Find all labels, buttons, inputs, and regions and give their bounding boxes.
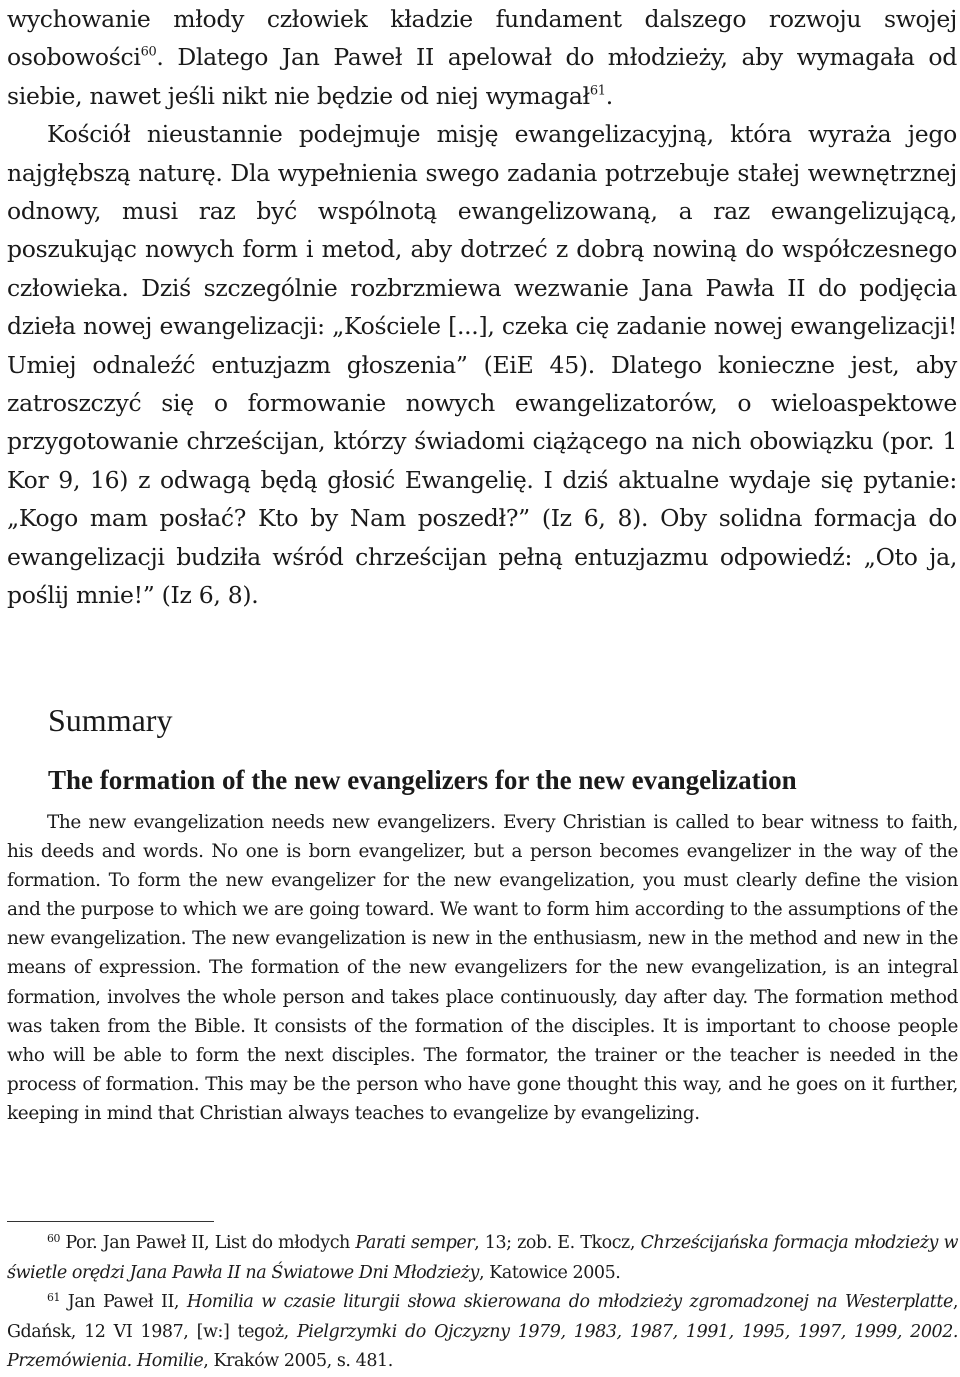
paragraph-2-text: Kościół nieustannie podejmuje misję ewangelizacyjną, która wyraża jego najgłębszą naturę. Dla wypełnienia swego zadania potrzebuje stałej wewnętrznej odnowy, musi raz być wspólnotą ewangelizowaną, a raz ewangelizującą, poszukując nowych form i metod, aby dotrzeć z dobrą nowiną do współczesnego człowieka. Dziś szczególnie rozbrzmiewa wezwanie Jana Pawła II do podjęcia dzieła nowej ewangelizacji: „Kościele [...], czeka cię zadanie nowej ewangelizacji! Umiej odnaleźć entuzjazm głoszenia” (EiE 45). Dlatego konieczne jest, aby zatroszczyć się o formowanie nowych ewangelizatorów, o wieloaspektowe przygotowanie chrześcijan, którzy świadomi ciążącego na nich obowiązku (por. 1 Kor 9, 16) z odwagą będą głosić Ewangelię. I dziś aktualne wydaje się pytanie: „Kogo mam posłać? Kto by Nam poszedł?” (Iz 6, 8). Oby solidna formacja do ewangelizacji budziła wśród chrześcijan pełną entuzjazmu odpowiedź: „Oto ja, poślij mnie!” (Iz 6, 8). [7, 120, 957, 610]
footnote-title-italic: Pielgrzymki do Ojczyzny 1979, 1983, 1987, 1991, 1995, 1997, 1999, 2002. Przemówienia. Homilie [7, 1321, 959, 1371]
paragraph-1-text-b: . Dlatego Jan Paweł II apelował do młodzieży, aby wymagała od siebie, nawet jeśli nikt nie będzie od niej wymagał [7, 43, 957, 110]
footnote-text: Por. Jan Paweł II, List do młodych [59, 1233, 356, 1253]
footnote-text: Jan Paweł II, [59, 1292, 187, 1312]
footnotes [7, 1229, 958, 1377]
footnote-ref-61[interactable]: 61 [589, 83, 606, 99]
summary-title: The formation of the new evangelizers for the new evangelization [48, 765, 797, 795]
footnote-60 [7, 1229, 958, 1288]
paragraph-1-text-a: wychowanie młody człowiek kładzie fundament dalszego rozwoju swojej osobowości [7, 5, 957, 72]
footnote-text: , Katowice 2005. [478, 1262, 621, 1283]
footnote-title-italic: Homilia w czasie liturgii słowa skierowana do młodzieży zgromadzonej na Westerplatte [186, 1292, 953, 1312]
summary-heading: Summary [48, 702, 173, 738]
footnote-61 [7, 1288, 958, 1377]
paragraph-1 [7, 0, 957, 115]
body-text [7, 0, 957, 615]
footnote-text: , 13; zob. E. Tkocz, [474, 1233, 641, 1253]
footnote-divider [7, 1221, 214, 1222]
footnote-title-italic: Chrześcijańska formacja młodzieży w świetle orędzi Jana Pawła II na Światowe Dni Młodzieży [7, 1233, 958, 1283]
footnote-number: 61 [47, 1291, 60, 1305]
summary-text: The new evangelization needs new evangelizers. Every Christian is called to bear witness to faith, his deeds and words. No one is born evangelizer, but a person becomes evangelizer in the way of the formation. To form the new evangelizer for the new evangelization, you must clearly define the vision and the purpose to which we are going toward. We want to form him according to the assumptions of the new evangelization. The new evangelization is new in the enthusiasm, new in the method and new in the means of expression. The formation of the new evangelizers for the new evangelization, is an integral formation, involves the whole person and takes place continuously, day after day. The formation method was taken from the Bible. It consists of the formation of the disciples. It is important to choose people who will be able to form the next disciples. The formator, the trainer or the teacher is needed in the process of formation. This may be the person who have gone thought this way, and he goes on it further, keeping in mind that Christian always teaches to evangelize by evangelizing. [7, 812, 958, 1124]
paragraph-1-text-c: . [605, 81, 613, 110]
footnote-title-italic: Parati semper [355, 1233, 475, 1253]
footnote-text: , Gdańsk, 12 VI 1987, [w:] tegoż, [7, 1292, 958, 1342]
footnote-text: , Kraków 2005, s. 481. [203, 1351, 393, 1371]
paragraph-2 [7, 115, 957, 614]
footnote-ref-60[interactable]: 60 [140, 44, 157, 60]
footnote-number: 60 [47, 1232, 60, 1246]
